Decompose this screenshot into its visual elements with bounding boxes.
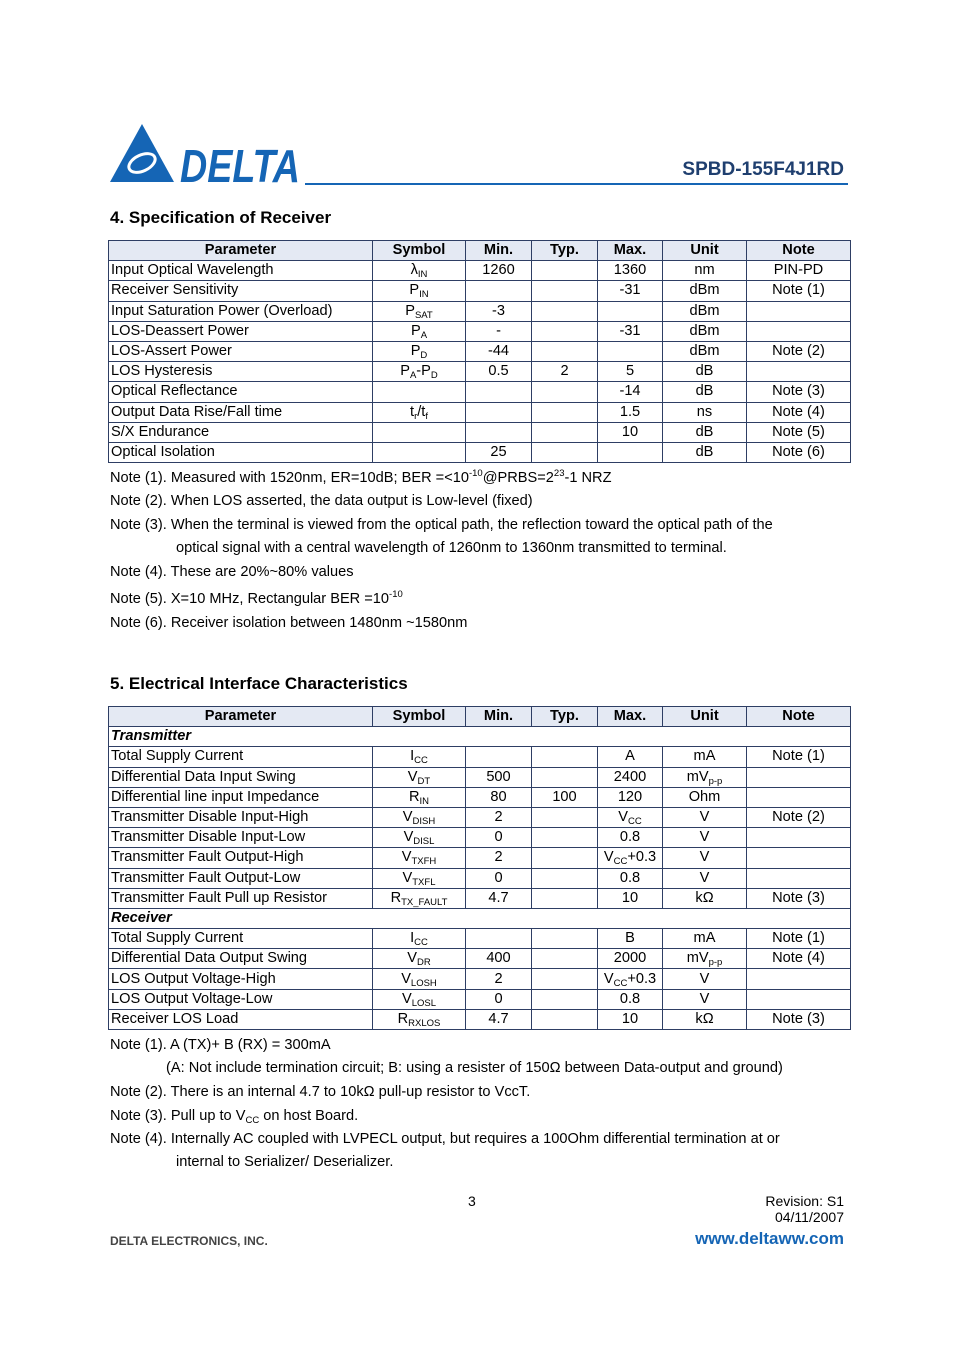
table-row	[109, 261, 851, 281]
revision-block	[765, 1193, 844, 1225]
unit-cell: dBm	[663, 341, 747, 361]
col-header: Max.	[598, 707, 663, 727]
col-header: Typ.	[532, 241, 598, 261]
symbol-cell: $V_{LOSH}$	[373, 969, 466, 989]
symbol-cell: $V_{LOSL}$	[373, 989, 466, 1009]
symbol-cell	[373, 422, 466, 442]
typ-cell	[532, 949, 598, 969]
unit-cell: V	[663, 848, 747, 868]
min-cell	[466, 281, 532, 301]
parameter-cell: Differential Data Input Swing	[109, 767, 373, 787]
s5-note-1: Note (1). A (TX)+ B (RX) = 300mA	[110, 1037, 331, 1053]
s4-note-1: Note (1). Measured with 1520nm, ER=10dB; BER $=<10^{-10}@PRBS=2^{23}-1$ NRZ	[110, 468, 612, 486]
note-cell: Note (3)	[747, 1009, 851, 1029]
unit-cell: mA	[663, 747, 747, 767]
s5-note-3: Note (3). Pull up to $V_{CC}$ on host Board.	[110, 1108, 359, 1126]
min-cell: 0	[466, 989, 532, 1009]
symbol-cell: $P_D$	[373, 341, 466, 361]
typ-cell	[532, 382, 598, 402]
receiver-table-body	[109, 261, 851, 463]
website-link[interactable]: www.deltaww.com	[695, 1229, 844, 1248]
col-header: Typ.	[532, 707, 598, 727]
s5-note-2: Note (2). There is an internal 4.7 to 10kΩ pull-up resistor to VccT.	[110, 1084, 531, 1100]
max-cell	[598, 301, 663, 321]
col-header: Min.	[466, 241, 532, 261]
group-row	[109, 727, 851, 747]
revision-date: 04/11/2007	[774, 1209, 844, 1225]
note-cell	[747, 868, 851, 888]
unit-cell: V	[663, 828, 747, 848]
header-rule	[305, 183, 848, 185]
max-cell: 5	[598, 362, 663, 382]
max-cell: B	[598, 929, 663, 949]
table-row	[109, 868, 851, 888]
parameter-cell: Receiver Sensitivity	[109, 281, 373, 301]
unit-cell: V	[663, 868, 747, 888]
typ-cell	[532, 888, 598, 908]
s4-note-6: Note (6). Receiver isolation between 1480nm ~1580nm	[110, 615, 468, 631]
unit-cell: dBm	[663, 321, 747, 341]
max-cell: $V_{CC}+0.3$	[598, 969, 663, 989]
symbol-cell: $V_{TXFH}$	[373, 848, 466, 868]
parameter-cell: Transmitter Fault Pull up Resistor	[109, 888, 373, 908]
symbol-cell: $R_{IN}$	[373, 787, 466, 807]
symbol-cell	[373, 442, 466, 462]
note-cell: Note (1)	[747, 281, 851, 301]
table-header-row	[109, 241, 851, 261]
typ-cell	[532, 929, 598, 949]
table-row	[109, 442, 851, 462]
typ-cell	[532, 301, 598, 321]
brand-name: DELTA	[180, 140, 300, 192]
typ-cell	[532, 868, 598, 888]
s4-note-5: Note (5). X=10 MHz, Rectangular BER $=10^{-10}$	[110, 589, 403, 607]
min-cell: 1260	[466, 261, 532, 281]
symbol-cell: $I_{CC}$	[373, 929, 466, 949]
revision-label: Revision: S1	[765, 1193, 844, 1209]
parameter-cell: Optical Reflectance	[109, 382, 373, 402]
unit-cell: dB	[663, 442, 747, 462]
max-cell: 10	[598, 1009, 663, 1029]
unit-cell: mA	[663, 929, 747, 949]
table-row	[109, 402, 851, 422]
group-row	[109, 908, 851, 928]
note-cell	[747, 787, 851, 807]
min-cell	[466, 382, 532, 402]
unit-cell: dB	[663, 382, 747, 402]
section5-title: 5. Electrical Interface Characteristics	[110, 674, 408, 693]
table-row	[109, 1009, 851, 1029]
table-row	[109, 747, 851, 767]
min-cell	[466, 929, 532, 949]
typ-cell	[532, 422, 598, 442]
parameter-cell: LOS-Deassert Power	[109, 321, 373, 341]
page-number: 3	[468, 1193, 476, 1209]
typ-cell	[532, 989, 598, 1009]
max-cell: 120	[598, 787, 663, 807]
table-row	[109, 362, 851, 382]
unit-cell: $mV_{p-p}$	[663, 949, 747, 969]
note-cell: Note (1)	[747, 929, 851, 949]
min-cell: 0	[466, 828, 532, 848]
max-cell	[598, 442, 663, 462]
receiver-spec-table	[108, 240, 851, 463]
parameter-cell: Differential line input Impedance	[109, 787, 373, 807]
note-cell: Note (3)	[747, 888, 851, 908]
note-cell: Note (3)	[747, 382, 851, 402]
table-row	[109, 281, 851, 301]
table-row	[109, 301, 851, 321]
parameter-cell: Receiver LOS Load	[109, 1009, 373, 1029]
col-header: Symbol	[373, 707, 466, 727]
symbol-cell: $P_{IN}$	[373, 281, 466, 301]
symbol-cell: $R_{TX\_FAULT}$	[373, 888, 466, 908]
max-cell: 0.8	[598, 989, 663, 1009]
max-cell: 10	[598, 888, 663, 908]
typ-cell	[532, 848, 598, 868]
max-cell: -31	[598, 281, 663, 301]
table-row	[109, 888, 851, 908]
electrical-table-body	[109, 727, 851, 1030]
min-cell: 0.5	[466, 362, 532, 382]
note-cell: Note (2)	[747, 807, 851, 827]
min-cell: 4.7	[466, 1009, 532, 1029]
parameter-cell: LOS-Assert Power	[109, 341, 373, 361]
max-cell: 1.5	[598, 402, 663, 422]
symbol-cell: $\lambda_{IN}$	[373, 261, 466, 281]
unit-cell: dBm	[663, 301, 747, 321]
table-row	[109, 321, 851, 341]
parameter-cell: Total Supply Current	[109, 747, 373, 767]
unit-cell: ns	[663, 402, 747, 422]
s5-note-1-detail: (A: Not include termination circuit; B: using a resister of 150Ω between Data-output and ground)	[166, 1060, 783, 1076]
min-cell: 2	[466, 848, 532, 868]
unit-cell: kΩ	[663, 1009, 747, 1029]
symbol-cell: $P_{SAT}$	[373, 301, 466, 321]
col-header: Min.	[466, 707, 532, 727]
col-header: Parameter	[109, 241, 373, 261]
note-cell	[747, 848, 851, 868]
note-cell: Note (6)	[747, 442, 851, 462]
table-row	[109, 949, 851, 969]
section4-title: 4. Specification of Receiver	[110, 208, 332, 227]
col-header: Unit	[663, 241, 747, 261]
typ-cell	[532, 747, 598, 767]
company-name: DELTA ELECTRONICS, INC.	[110, 1234, 268, 1248]
s5-note-4: Note (4). Internally AC coupled with LVPECL output, but requires a 100Ohm differential termination at or internal to Serializer/ Deserializer.	[110, 1131, 780, 1170]
delta-logo-icon	[110, 124, 302, 192]
note-cell: Note (4)	[747, 402, 851, 422]
symbol-cell: $I_{CC}$	[373, 747, 466, 767]
table-row	[109, 929, 851, 949]
note-cell	[747, 321, 851, 341]
parameter-cell: Transmitter Disable Input-High	[109, 807, 373, 827]
unit-cell: V	[663, 989, 747, 1009]
typ-cell	[532, 828, 598, 848]
note-cell	[747, 969, 851, 989]
table-row	[109, 422, 851, 442]
note-cell	[747, 301, 851, 321]
parameter-cell: S/X Endurance	[109, 422, 373, 442]
parameter-cell: LOS Output Voltage-Low	[109, 989, 373, 1009]
unit-cell: V	[663, 969, 747, 989]
s4-note-4: Note (4). These are 20%~80% values	[110, 564, 354, 580]
min-cell: -44	[466, 341, 532, 361]
unit-cell: dB	[663, 422, 747, 442]
note-cell	[747, 989, 851, 1009]
symbol-cell: $R_{RXLOS}$	[373, 1009, 466, 1029]
symbol-cell: $V_{TXFL}$	[373, 868, 466, 888]
s4-note-3: Note (3). When the terminal is viewed from the optical path, the reflection toward the optical path of the optical signal with a central wavelength of 1260nm to 1360nm transmitted to terminal.	[110, 517, 773, 556]
typ-cell	[532, 767, 598, 787]
symbol-cell: $P_A$	[373, 321, 466, 341]
note-cell: Note (1)	[747, 747, 851, 767]
max-cell: 1360	[598, 261, 663, 281]
group-label: Receiver	[109, 908, 851, 928]
symbol-cell: $P_A-P_D$	[373, 362, 466, 382]
typ-cell	[532, 807, 598, 827]
note-cell	[747, 828, 851, 848]
table-row	[109, 787, 851, 807]
min-cell: -3	[466, 301, 532, 321]
parameter-cell: Input Saturation Power (Overload)	[109, 301, 373, 321]
max-cell: 0.8	[598, 828, 663, 848]
min-cell: 2	[466, 807, 532, 827]
parameter-cell: Output Data Rise/Fall time	[109, 402, 373, 422]
unit-cell: dBm	[663, 281, 747, 301]
typ-cell	[532, 341, 598, 361]
parameter-cell: Differential Data Output Swing	[109, 949, 373, 969]
typ-cell: 100	[532, 787, 598, 807]
note-cell	[747, 767, 851, 787]
s4-note-2: Note (2). When LOS asserted, the data output is Low-level (fixed)	[110, 493, 533, 509]
unit-cell: nm	[663, 261, 747, 281]
group-label: Transmitter	[109, 727, 851, 747]
parameter-cell: Transmitter Fault Output-High	[109, 848, 373, 868]
typ-cell	[532, 1009, 598, 1029]
note-cell	[747, 362, 851, 382]
typ-cell	[532, 442, 598, 462]
typ-cell	[532, 969, 598, 989]
max-cell: 0.8	[598, 868, 663, 888]
max-cell: 2000	[598, 949, 663, 969]
max-cell: 2400	[598, 767, 663, 787]
unit-cell: $mV_{p-p}$	[663, 767, 747, 787]
table-row	[109, 969, 851, 989]
min-cell: 4.7	[466, 888, 532, 908]
unit-cell: dB	[663, 362, 747, 382]
max-cell: 10	[598, 422, 663, 442]
min-cell: 25	[466, 442, 532, 462]
col-header: Note	[747, 241, 851, 261]
col-header: Note	[747, 707, 851, 727]
min-cell: 0	[466, 868, 532, 888]
min-cell: 2	[466, 969, 532, 989]
col-header: Symbol	[373, 241, 466, 261]
symbol-cell: $V_{DT}$	[373, 767, 466, 787]
parameter-cell: Total Supply Current	[109, 929, 373, 949]
document-code: SPBD-155F4J1RD	[682, 159, 844, 180]
note-cell: Note (4)	[747, 949, 851, 969]
min-cell: 400	[466, 949, 532, 969]
typ-cell	[532, 402, 598, 422]
table-row	[109, 989, 851, 1009]
delta-logo	[110, 124, 302, 192]
parameter-cell: Transmitter Fault Output-Low	[109, 868, 373, 888]
symbol-cell	[373, 382, 466, 402]
table-row	[109, 767, 851, 787]
min-cell	[466, 747, 532, 767]
table-row	[109, 807, 851, 827]
unit-cell: kΩ	[663, 888, 747, 908]
symbol-cell: $V_{DISH}$	[373, 807, 466, 827]
parameter-cell: LOS Output Voltage-High	[109, 969, 373, 989]
symbol-cell: $V_{DR}$	[373, 949, 466, 969]
min-cell: 500	[466, 767, 532, 787]
unit-cell: V	[663, 807, 747, 827]
max-cell: -14	[598, 382, 663, 402]
electrical-spec-table	[108, 706, 851, 1030]
symbol-cell: $t_r/t_f$	[373, 402, 466, 422]
table-row	[109, 382, 851, 402]
max-cell: $V_{CC}$	[598, 807, 663, 827]
table-row	[109, 828, 851, 848]
table-row	[109, 848, 851, 868]
col-header: Max.	[598, 241, 663, 261]
typ-cell	[532, 281, 598, 301]
parameter-cell: Optical Isolation	[109, 442, 373, 462]
parameter-cell: Input Optical Wavelength	[109, 261, 373, 281]
typ-cell	[532, 261, 598, 281]
note-cell: PIN-PD	[747, 261, 851, 281]
note-cell: Note (5)	[747, 422, 851, 442]
col-header: Parameter	[109, 707, 373, 727]
min-cell: 80	[466, 787, 532, 807]
table-row	[109, 341, 851, 361]
symbol-cell: $V_{DISL}$	[373, 828, 466, 848]
unit-cell: Ohm	[663, 787, 747, 807]
table-header-row	[109, 707, 851, 727]
note-cell: Note (2)	[747, 341, 851, 361]
max-cell: -31	[598, 321, 663, 341]
typ-cell	[532, 321, 598, 341]
max-cell: $V_{CC}+0.3$	[598, 848, 663, 868]
parameter-cell: Transmitter Disable Input-Low	[109, 828, 373, 848]
parameter-cell: LOS Hysteresis	[109, 362, 373, 382]
min-cell	[466, 402, 532, 422]
min-cell: -	[466, 321, 532, 341]
max-cell: A	[598, 747, 663, 767]
min-cell	[466, 422, 532, 442]
col-header: Unit	[663, 707, 747, 727]
max-cell	[598, 341, 663, 361]
typ-cell: 2	[532, 362, 598, 382]
